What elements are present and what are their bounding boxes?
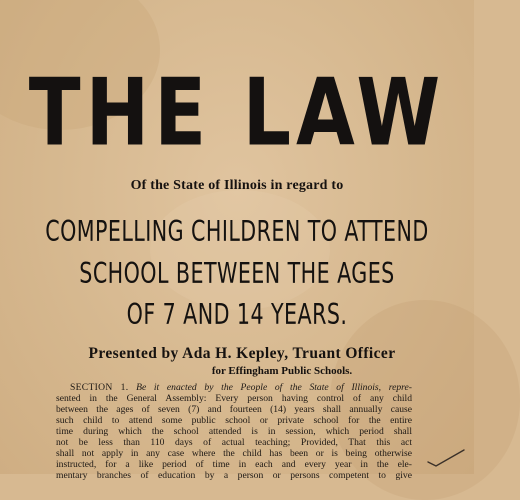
section-line: shall not apply in any case where the child has been or is being otherwise	[56, 448, 412, 459]
law-section-text	[56, 382, 412, 481]
title-line-3: OF 7 AND 14 YEARS.	[126, 297, 348, 331]
enacting-clause: Be it enacted by the People of the State of Illinois, repre-	[136, 382, 412, 393]
title-line-2: SCHOOL BETWEEN THE AGES	[79, 256, 395, 290]
paper-stain	[150, 190, 330, 310]
section-line: sented in the General Assembly: Every person having control of any child	[56, 393, 412, 404]
section-label: SECTION 1.	[70, 382, 129, 393]
title-line-1: COMPELLING CHILDREN TO ATTEND	[45, 214, 429, 248]
section-line: such child to attend some public school or private school for the entire	[56, 415, 412, 426]
for-line: for Effingham Public Schools.	[211, 365, 353, 377]
section-line: between the ages of seven (7) and fourteen (14) years shall annually cause	[56, 404, 412, 415]
headline: THE LAW	[28, 57, 446, 167]
section-line: mentary branches of education by a person or persons competent to give	[56, 470, 412, 481]
subline: Of the State of Illinois in regard to	[130, 178, 344, 193]
section-first-line	[56, 382, 412, 393]
presented-by: Presented by Ada H. Kepley, Truant Officer	[88, 345, 396, 362]
section-line: not be less than 110 days of actual teaching; Provided, That this act	[56, 437, 412, 448]
section-line: instructed, for a like period of time in each and every year in the ele-	[56, 459, 412, 470]
section-line: time during which the school attended is in session, which period shall	[56, 426, 412, 437]
pencil-check-mark	[426, 448, 466, 468]
